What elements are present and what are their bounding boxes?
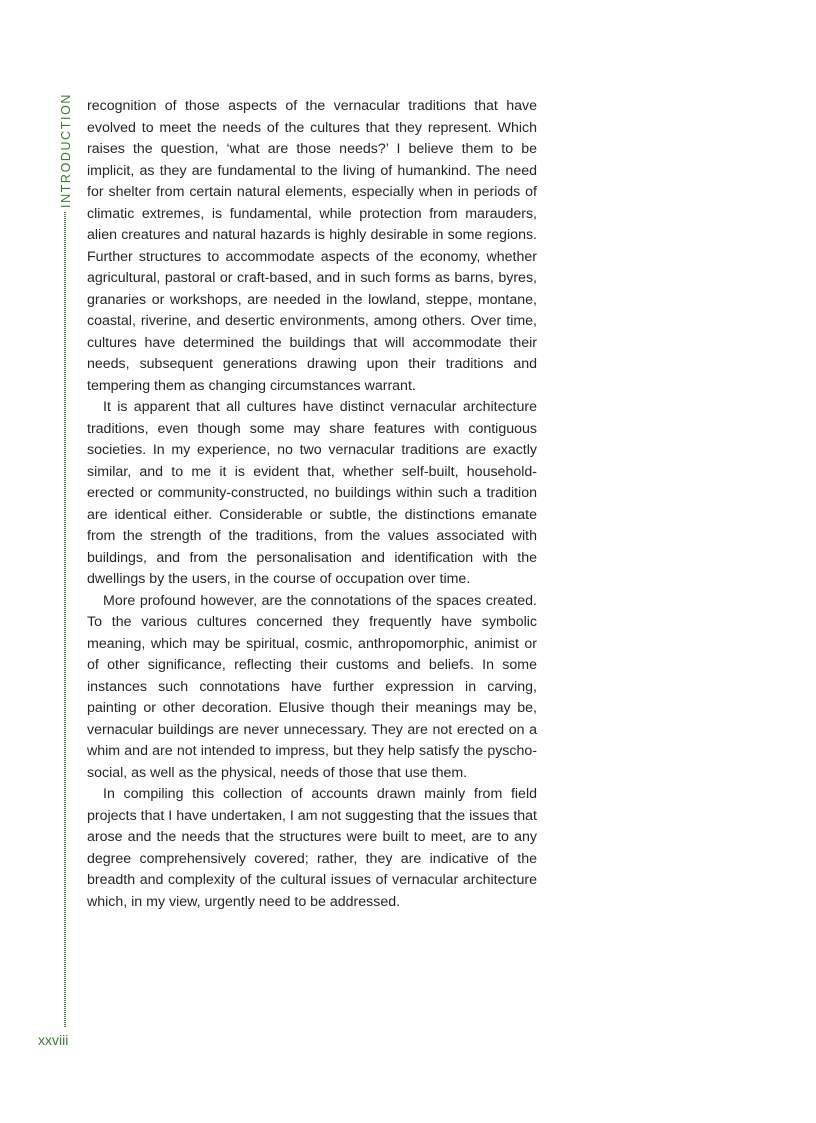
body-text	[87, 96, 537, 913]
paragraph: recognition of those aspects of the vernacular traditions that have evolved to meet the needs of the cultures that they represent. Which raises the question, ‘what are those needs?’ I believe them to be implicit, as they are fundamental to the living of humankind. The need for shelter from certain natural elements, especially when in periods of climatic extremes, is fundamental, while protection from marauders, alien creatures and natural hazards is highly desirable in some regions. Further structures to accommodate aspects of the economy, whether agricultural, pastoral or craft-based, and in such forms as barns, byres, granaries or workshops, are needed in the lowland, steppe, montane, coastal, riverine, and desertic environments, among others. Over time, cultures have determined the buildings that will accommodate their needs, subsequent generations drawing upon their traditions and tempering them as changing circumstances warrant.	[87, 98, 537, 394]
paragraph: More profound however, are the connotations of the spaces created. To the various cultures concerned they frequently have symbolic meaning, which may be spiritual, cosmic, anthropomorphic, animist or of other significance, reflecting their customs and beliefs. In some instances such connotations have further expression in carving, painting or other decoration. Elusive though their meanings may be, vernacular buildings are never unnecessary. They are not erected on a whim and are not intended to impress, but they help satisfy the pyscho-social, as well as the physical, needs of those that use them.	[87, 592, 537, 781]
page-number: xxviii	[38, 1032, 69, 1048]
paragraph: In compiling this collection of accounts drawn mainly from field projects that I have undertaken, I am not suggesting that the issues that arose and the needs that the structures were built to meet, are to any degree comprehensively covered; rather, they are indicative of the breadth and complexity of the cultural issues of vernacular architecture which, in my view, urgently need to be addressed.	[87, 786, 537, 910]
running-head-section: INTRODUCTION	[59, 92, 73, 208]
margin-rule	[64, 212, 66, 1028]
paragraph: It is apparent that all cultures have distinct vernacular architecture traditions, even though some may share features with contiguous societies. In my experience, no two vernacular traditions are exactly similar, and to me it is evident that, whether self-built, household-erected or community-constructed, no buildings within such a tradition are identical either. Considerable or subtle, the distinctions emanate from the strength of the traditions, from the values associated with buildings, and from the personalisation and identification with the dwellings by the users, in the course of occupation over time.	[87, 399, 537, 587]
